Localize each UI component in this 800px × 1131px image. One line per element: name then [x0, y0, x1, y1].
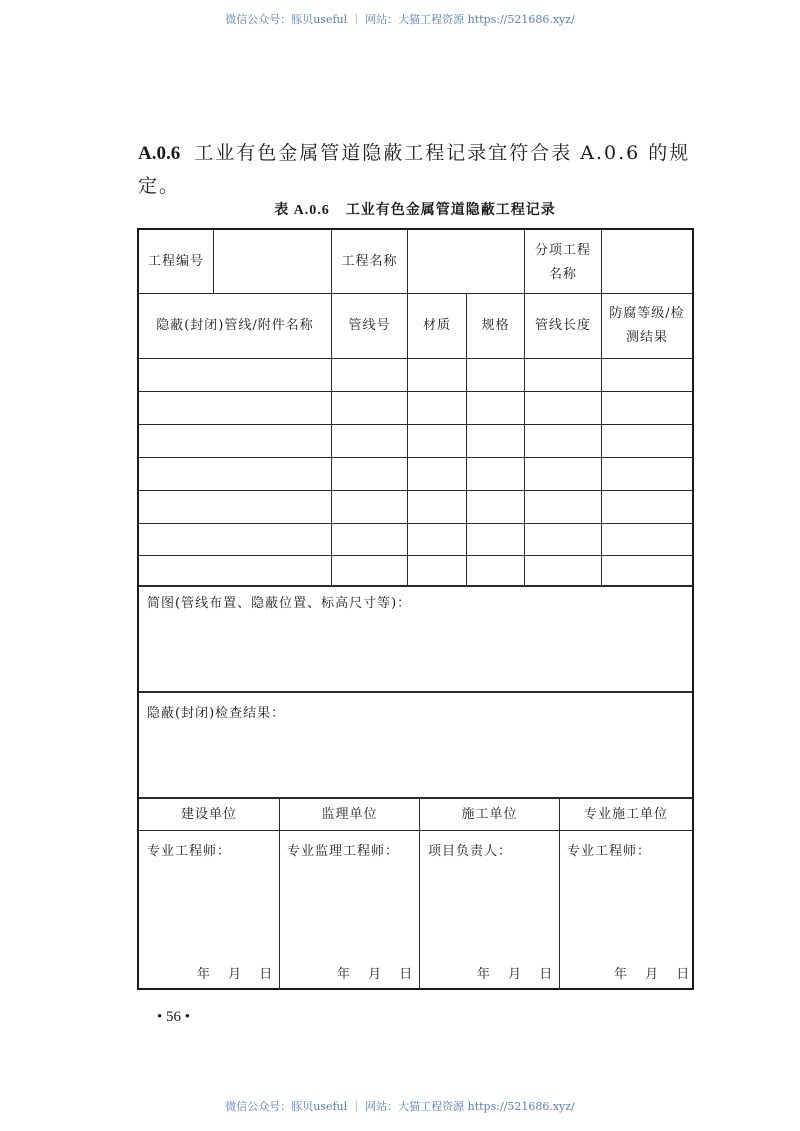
sub-project-label: 分项工程名称 [534, 243, 591, 282]
signer-role-contractor: 项目负责人： [428, 844, 513, 859]
watermark-top: 微信公众号：豚贝useful ｜ 网站：大猫工程资源 https://521686.xyz/ [225, 13, 575, 26]
clause-paragraph [138, 137, 698, 202]
watermark-bottom: 微信公众号：豚贝useful ｜ 网站：大猫工程资源 https://521686.xyz/ [225, 1100, 575, 1113]
sketch-area[interactable] [139, 615, 692, 691]
sign-date-owner[interactable]: 年 月 日 [197, 967, 273, 982]
project-name-label: 工程名称 [341, 253, 398, 269]
data-rows-area[interactable] [139, 359, 692, 585]
project-no-field[interactable] [214, 230, 331, 293]
unit-contractor: 施工单位 [461, 806, 518, 822]
unit-construction-owner: 建设单位 [180, 806, 237, 822]
row-divider [139, 830, 692, 831]
clause-text: 工业有色金属管道隐蔽工程记录宜符合表 A.0.6 的规定。 [138, 142, 691, 197]
sign-date-contractor[interactable]: 年 月 日 [477, 967, 553, 982]
check-result-label: 隐蔽(封闭)检查结果： [147, 706, 286, 721]
sign-date-specialty[interactable]: 年 月 日 [614, 967, 690, 982]
sub-project-field[interactable] [602, 230, 692, 293]
col-header-line-no: 管线号 [348, 318, 391, 333]
signer-role-specialty: 专业工程师： [567, 844, 652, 859]
record-table [137, 228, 694, 990]
col-header-item-name: 隐蔽(封闭)管线/附件名称 [156, 318, 314, 333]
row-divider [139, 691, 692, 693]
col-header-spec: 规格 [481, 318, 510, 333]
table-caption-number: 表 A.0.6 [274, 203, 330, 218]
col-header-length: 管线长度 [534, 318, 591, 333]
table-caption-title: 工业有色金属管道隐蔽工程记录 [345, 202, 556, 218]
clause-number: A.0.6 [138, 143, 181, 164]
sign-date-supervision[interactable]: 年 月 日 [337, 967, 413, 982]
signer-role-supervision: 专业监理工程师： [287, 844, 400, 859]
page-number: • 56 • [157, 1009, 191, 1025]
sketch-label: 简图(管线布置、隐蔽位置、标高尺寸等)： [147, 596, 412, 611]
row-divider [139, 585, 692, 587]
unit-supervision: 监理单位 [321, 806, 378, 822]
unit-specialty-contractor: 专业施工单位 [583, 806, 668, 822]
project-name-field[interactable] [408, 230, 524, 293]
table-caption [0, 199, 800, 219]
col-header-anticorrosion: 防腐等级/检测结果 [609, 306, 685, 345]
check-result-area[interactable] [139, 725, 692, 797]
signer-role-owner: 专业工程师： [147, 844, 232, 859]
col-header-material: 材质 [422, 318, 451, 333]
project-no-label: 工程编号 [147, 253, 204, 269]
